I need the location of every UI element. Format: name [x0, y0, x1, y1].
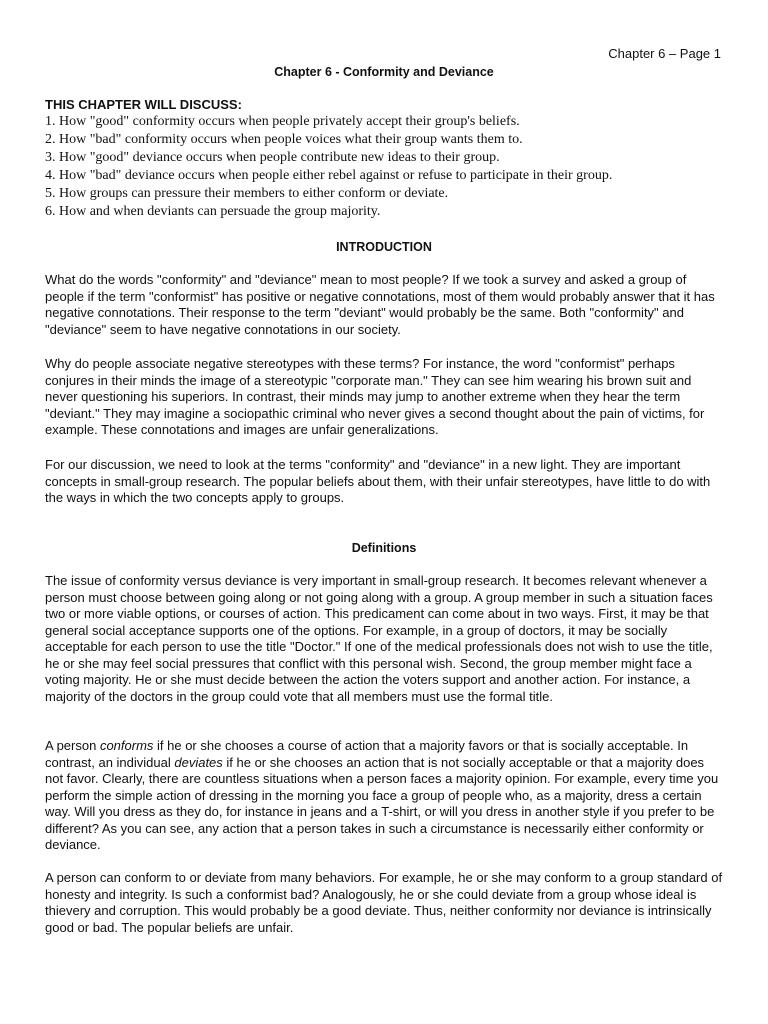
- definitions-paragraph: The issue of conformity versus deviance is very important in small-group research. It becomes relevant whenever a person must choose between going along or not going along with a group. A group member in such a situation faces two or more viable options, or courses of action. This predicament can come about in two ways. First, it may be that general social acceptance supports one of the options. For example, in a group of doctors, it may be socially acceptable for each person to use the title "Doctor." If one of the medical professionals does not wish to use the title, he or she may feel social pressures that conflict with this personal wish. Second, the group member might face a voting majority. He or she must decide between the action the voters support and another action. For instance, a majority of the doctors in the group could vote that all members must use the formal title.: [45, 573, 713, 704]
- discuss-item: 1. How "good" conformity occurs when people privately accept their group's beliefs.: [45, 114, 520, 129]
- paragraph-text: A person: [45, 738, 100, 753]
- discuss-heading: THIS CHAPTER WILL DISCUSS:: [45, 97, 242, 112]
- discuss-item: 6. How and when deviants can persuade the group majority.: [45, 204, 381, 219]
- definitions-paragraph: [45, 738, 725, 854]
- paragraph-text: if he or she chooses a course of action that a majority favors or that is socially acceptable. In contrast, an individual: [45, 738, 689, 770]
- intro-paragraph: What do the words "conformity" and "deviance" mean to most people? If we took a survey and asked a group of people if the term "conformist" has positive or negative connotations, most of them would probably answer that it has negative connotations. Their response to the term "deviant" would probably be the same. Both "conformity" and "deviance" seem to have negative connotations in our society.: [45, 272, 715, 337]
- term-deviates: deviates: [174, 754, 223, 770]
- definitions-paragraph: A person can conform to or deviate from many behaviors. For example, he or she may conform to a group standard of honesty and integrity. Is such a conformist bad? Analogously, he or she could deviate from a group whose ideal is thievery and corruption. This would probably be a good deviate. Thus, neither conformity nor deviance is intrinsically good or bad. The popular beliefs are unfair.: [45, 870, 723, 935]
- discuss-item: 2. How "bad" conformity occurs when people voices what their group wants them to.: [45, 132, 523, 147]
- discuss-item: 5. How groups can pressure their members to either conform or deviate.: [45, 186, 449, 201]
- intro-paragraph: Why do people associate negative stereotypes with these terms? For instance, the word "conformist" perhaps conjures in their minds the image of a stereotypic "corporate man." They can see him wearing his brown suit and never questioning his superiors. In contrast, their minds may jump to another extreme when they hear the term "deviant." They may imagine a sociopathic criminal who never gives a second thought about the pain of victims, for example. These connotations and images are unfair generalizations.: [45, 356, 705, 437]
- definitions-heading: Definitions: [351, 541, 417, 555]
- discuss-item: 4. How "bad" deviance occurs when people either rebel against or refuse to participate in their group.: [45, 168, 613, 183]
- page-header-label: Chapter 6 – Page 1: [608, 46, 721, 61]
- introduction-heading: INTRODUCTION: [336, 240, 432, 254]
- discuss-list: [45, 113, 745, 221]
- term-conforms: conforms: [99, 738, 154, 753]
- chapter-title: Chapter 6 - Conformity and Deviance: [274, 65, 494, 79]
- intro-paragraph: For our discussion, we need to look at the terms "conformity" and "deviance" in a new light. They are important concepts in small-group research. The popular beliefs about them, with their unfair stereotypes, have little to do with the ways in which the two concepts apply to groups.: [45, 457, 711, 505]
- paragraph-text: if he or she chooses an action that is not socially acceptable or that a majority does not favor. Clearly, there are countless situations when a person faces a majority opinion. For example, every time you perform the simple action of dressing in the morning you face a group of people who, as a majority, dress a certain way. Will you dress as they do, for instance in jeans and a T-shirt, or will you dress in another style if you prefer to be different? As you can see, any action that a person takes in such a circumstance is necessarily either conformity or deviance.: [45, 754, 719, 852]
- discuss-item: 3. How "good" deviance occurs when people contribute new ideas to their group.: [45, 150, 500, 165]
